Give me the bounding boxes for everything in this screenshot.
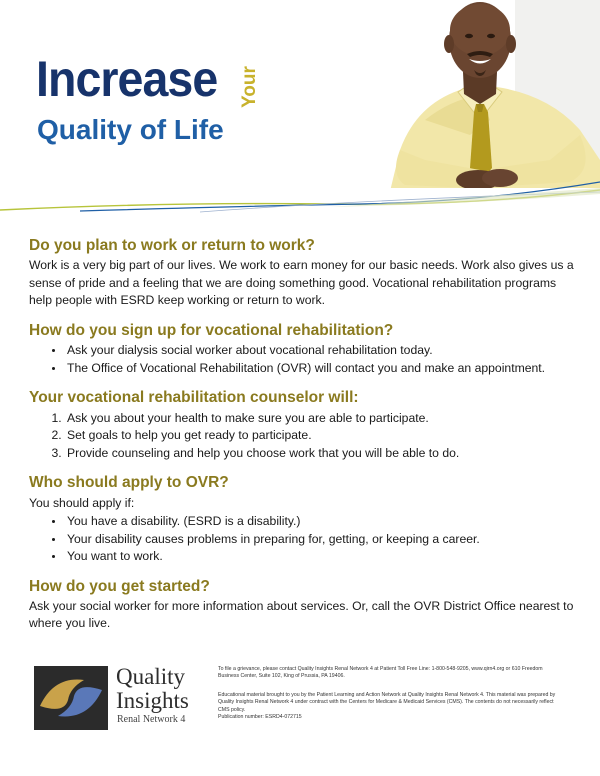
header-banner [0, 0, 600, 230]
paragraph-started: Ask your social worker for more information about services. Or, call the OVR District Office nearest to where you live. [29, 598, 574, 631]
section-apply [29, 473, 574, 565]
quality-insights-logo-mark [34, 666, 108, 730]
grievance-text: To file a grievance, please contact Quality Insights Renal Network 4 at Patient Toll Free Line: 1-800-548-9205, www.qirn4.org or 610 Freedom Business Center, Suite 102, King of Prussia, PA 19406. [218, 666, 543, 680]
section-work [29, 236, 574, 310]
section-signup [29, 321, 574, 377]
title-quality-of-life: Quality of Life [37, 114, 224, 145]
section-started [29, 577, 574, 633]
logo-text-quality: Quality [116, 664, 185, 689]
section-counselor [29, 388, 574, 462]
heading-work: Do you plan to work or return to work? [29, 237, 315, 254]
paragraph-work: Work is a very big part of our lives. We work to earn money for our basic needs. Work also gives us a sense of pride and a feeling that we are doing something good. Vocational rehabilitation programs help people with ESRD keep working or return to work. [29, 258, 574, 308]
heading-started: How do you get started? [29, 577, 210, 595]
list-item: • The Office of Vocational Rehabilitation (OVR) will contact you and make an appointment. [65, 360, 574, 378]
list-item: 1. Ask you about your health to make sure you are able to participate. [65, 410, 574, 428]
list-item: • Ask your dialysis social worker about vocational rehabilitation today. [65, 342, 574, 360]
logo-text-network: Renal Network 4 [117, 714, 186, 725]
footer [0, 658, 600, 738]
list-item: 2. Set goals to help you get ready to participate. [65, 427, 574, 445]
header-swoosh [0, 180, 600, 230]
apply-intro: You should apply if: [29, 495, 135, 510]
title-your: Your [239, 66, 260, 108]
heading-signup: How do you sign up for vocational rehabilitation? [29, 321, 394, 339]
heading-apply: Who should apply to OVR? [29, 474, 229, 492]
publication-number: Publication number: ESRD4-072715 [218, 714, 302, 721]
heading-counselor: Your vocational rehabilitation counselor will: [29, 389, 359, 407]
list-item: • Your disability causes problems in preparing for, getting, or keeping a career. [65, 531, 574, 549]
disclaimer-text: Educational material brought to you by the Patient Learning and Action Network at Quality Insights Renal Network 4. This material was prepared by Quality Insights Renal Network 4 under contract with the Centers for Medicare & Medicaid Services (CMS). The contents do not necessarily reflect CMS policy. [218, 692, 556, 713]
logo-text-insights: Insights [116, 688, 189, 713]
disclaimer-block [218, 692, 558, 722]
logo-swirl-icon [34, 666, 108, 730]
title-increase: Increase [36, 51, 218, 107]
signup-list [29, 342, 574, 377]
list-item: 3. Provide counseling and help you choose work that you will be able to do. [65, 445, 574, 463]
list-item: • You have a disability. (ESRD is a disability.) [65, 513, 574, 531]
apply-list [29, 513, 574, 566]
list-item: • You want to work. [65, 548, 574, 566]
counselor-list [29, 410, 574, 463]
main-content [29, 236, 574, 644]
